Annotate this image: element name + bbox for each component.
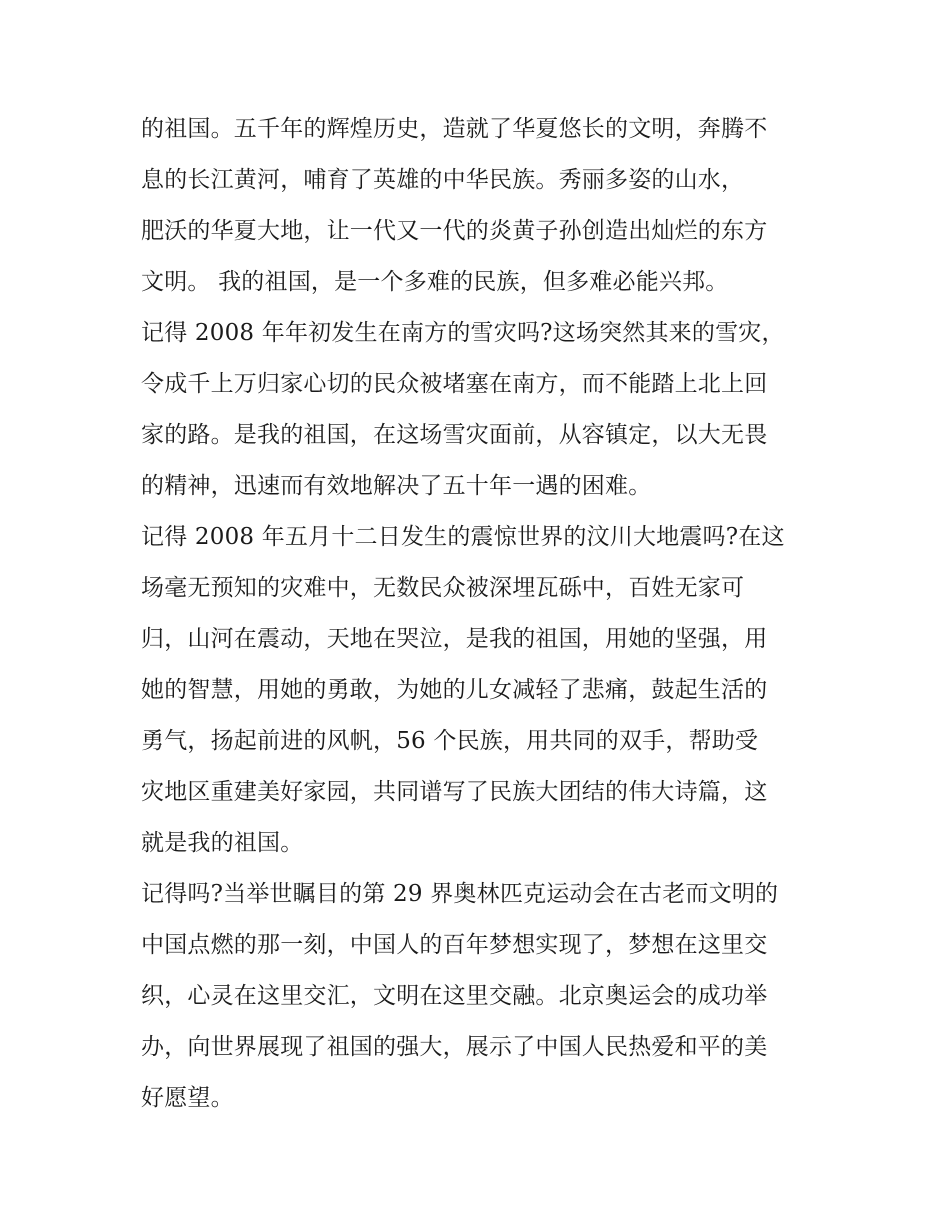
- text-line: 织，心灵在这里交汇，文明在这里交融。北京奥运会的成功举: [141, 983, 768, 1009]
- text-line: 的祖国。五千年的辉煌历史，造就了华夏悠长的文明，奔腾不: [141, 116, 768, 142]
- text-line: 肥沃的华夏大地，让一代又一代的炎黄子孙创造出灿烂的东方: [141, 218, 768, 244]
- text-line: 记得 2008 年五月十二日发生的震惊世界的汶川大地震吗?在这: [141, 524, 785, 550]
- text-line: 记得 2008 年年初发生在南方的雪灾吗?这场突然其来的雪灾，: [141, 320, 785, 346]
- text-line: 就是我的祖国。: [141, 830, 304, 856]
- text-line: 办，向世界展现了祖国的强大，展示了中国人民热爱和平的美: [141, 1034, 768, 1060]
- body-text: [141, 109, 821, 1129]
- text-line: 中国点燃的那一刻，中国人的百年梦想实现了，梦想在这里交: [141, 932, 768, 958]
- text-line: 勇气，扬起前进的风帆，56 个民族，用共同的双手，帮助受: [141, 728, 759, 754]
- text-line: 令成千上万归家心切的民众被堵塞在南方，而不能踏上北上回: [141, 371, 768, 397]
- text-line: 好愿望。: [141, 1085, 234, 1111]
- text-line: 家的路。是我的祖国，在这场雪灾面前，从容镇定，以大无畏: [141, 422, 768, 448]
- text-line: 记得吗?当举世瞩目的第 29 界奥林匹克运动会在古老而文明的: [141, 881, 779, 907]
- text-line: 归，山河在震动，天地在哭泣，是我的祖国，用她的坚强，用: [141, 626, 768, 652]
- text-line: 灾地区重建美好家园，共同谱写了民族大团结的伟大诗篇，这: [141, 779, 768, 805]
- text-line: 息的长江黄河，哺育了英雄的中华民族。秀丽多姿的山水，: [141, 167, 745, 193]
- text-line: 她的智慧，用她的勇敢，为她的儿女减轻了悲痛，鼓起生活的: [141, 677, 768, 703]
- text-line: 场毫无预知的灾难中，无数民众被深埋瓦砾中，百姓无家可: [141, 575, 745, 601]
- text-line: 的精神，迅速而有效地解决了五十年一遇的困难。: [141, 473, 652, 499]
- text-line: 文明。 我的祖国，是一个多难的民族，但多难必能兴邦。: [141, 269, 729, 295]
